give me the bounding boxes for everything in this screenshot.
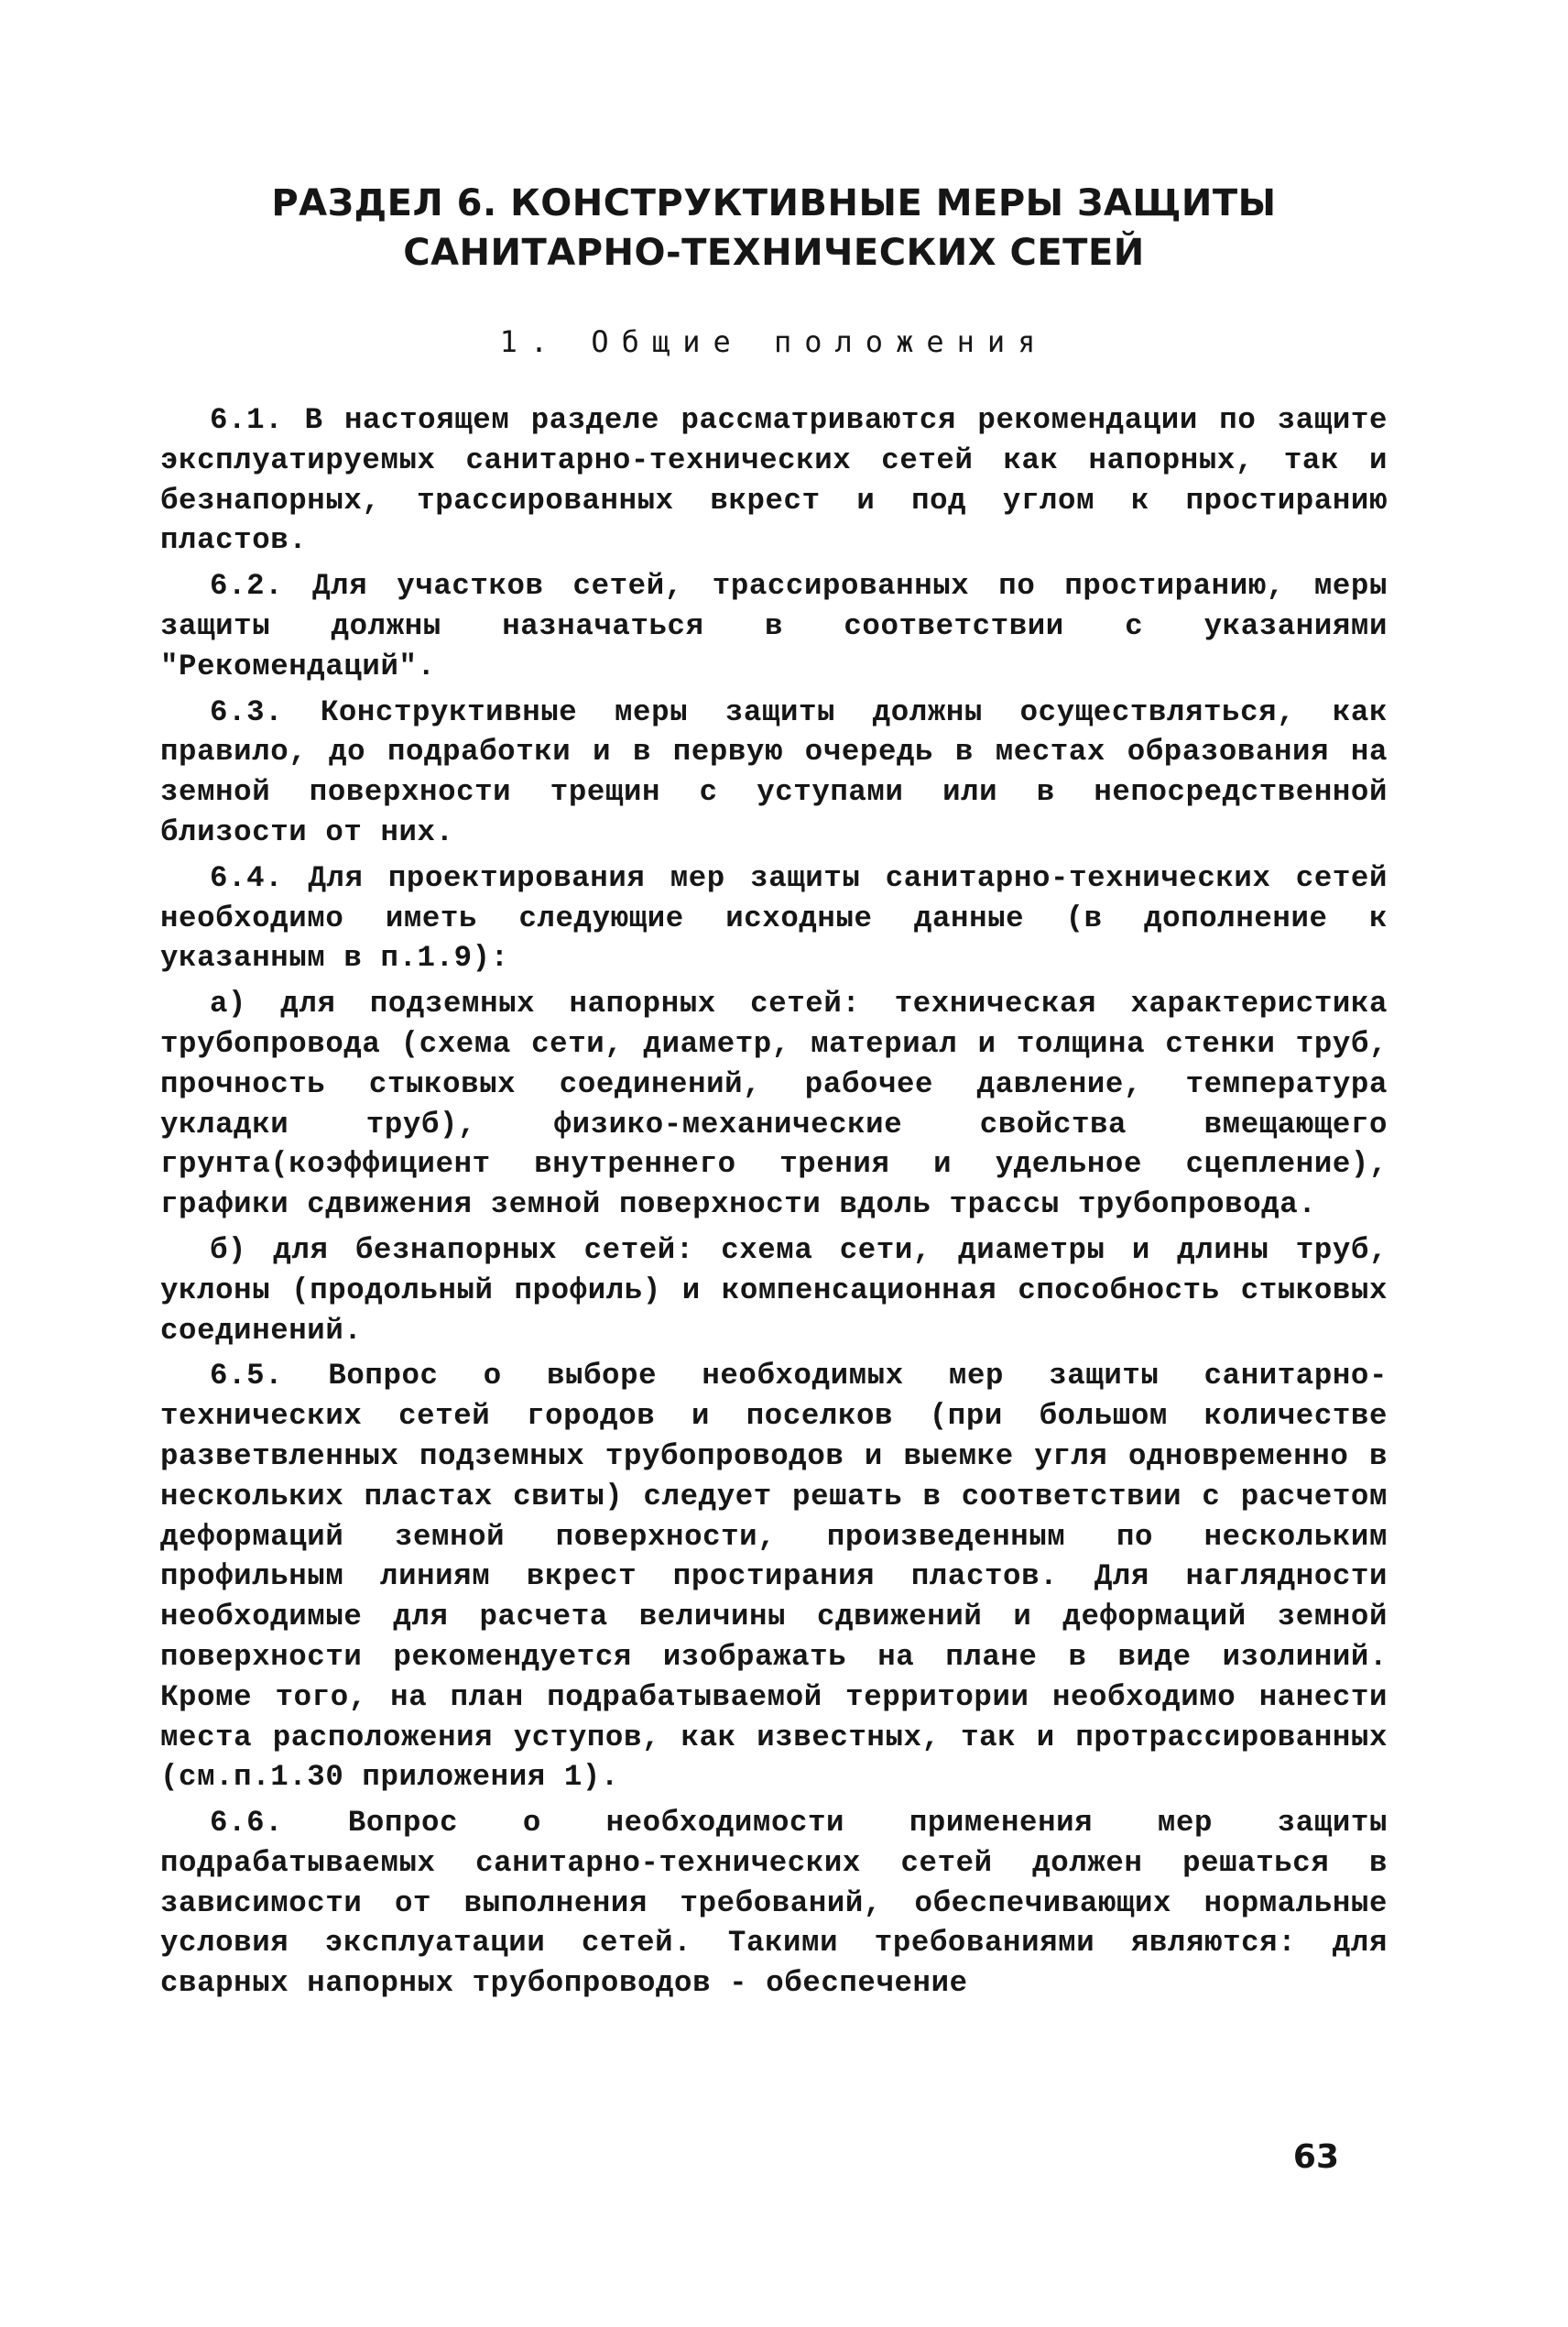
paragraph-6-4-a: а) для подземных напорных сетей: техническая характеристика трубопровода (схема сети, диаметр, материал и толщина стенки труб, прочность стыковых соединений, рабочее давление, температура укладки труб), физико-механические свойства вмещающего грунта(коэффициент внутреннего трения и удельное сцепление), графики сдвижения земной поверхности вдоль трассы трубопровода.	[160, 987, 1388, 1222]
page-number: 63	[1292, 2138, 1339, 2176]
section-title-line-1: РАЗДЕЛ 6. КОНСТРУКТИВНЫЕ МЕРЫ ЗАЩИТЫ	[271, 182, 1277, 224]
subsection-title: 1. Общие положения	[499, 324, 1049, 359]
paragraph-6-2: 6.2. Для участков сетей, трассированных по простиранию, меры защиты должны назначаться в соответствии с указаниями "Рекомендаций".	[160, 569, 1388, 683]
section-title	[160, 179, 1388, 278]
section-title-line-2: САНИТАРНО-ТЕХНИЧЕСКИХ СЕТЕЙ	[403, 232, 1145, 274]
document-page	[160, 179, 1388, 2009]
paragraph-6-3: 6.3. Конструктивные меры защиты должны осуществляться, как правило, до подработки и в первую очередь в местах образования на земной поверхности трещин с уступами или в непосредственной близости от них.	[160, 694, 1388, 849]
paragraph-6-5: 6.5. Вопрос о выборе необходимых мер защиты санитарно-технических сетей городов и поселков (при большом количестве разветвленных подземных трубопроводов и выемке угля одновременно в нескольких пластах свиты) следует решать в соответствии с расчетом деформаций земной поверхности, произведенным по нескольким профильным линиям вкрест простирания пластов. Для наглядности необходимые для расчета величины сдвижений и деформаций земной поверхности рекомендуется изображать на плане в виде изолиний. Кроме того, на план подрабатываемой территории необходимо нанести места расположения уступов, как известных, так и протрассированных (см.п.1.30 приложения 1).	[160, 1359, 1388, 1795]
paragraph-6-1: 6.1. В настоящем разделе рассматриваются рекомендации по защите эксплуатируемых санитарно-технических сетей как напорных, так и безнапорных, трассированных вкрест и под углом к простиранию пластов.	[160, 403, 1388, 558]
paragraph-6-4-b: б) для безнапорных сетей: схема сети, диаметры и длины труб, уклоны (продольный профиль) и компенсационная способность стыковых соединений.	[160, 1232, 1388, 1348]
paragraph-6-6: 6.6. Вопрос о необходимости применения мер защиты подрабатываемых санитарно-технических сетей должен решаться в зависимости от выполнения требований, обеспечивающих нормальные условия эксплуатации сетей. Такими требованиями являются: для сварных напорных трубопроводов - обеспечение	[160, 1806, 1388, 2001]
paragraph-6-4: 6.4. Для проектирования мер защиты санитарно-технических сетей необходимо иметь следующие исходные данные (в дополнение к указанным в п.1.9):	[160, 860, 1388, 976]
